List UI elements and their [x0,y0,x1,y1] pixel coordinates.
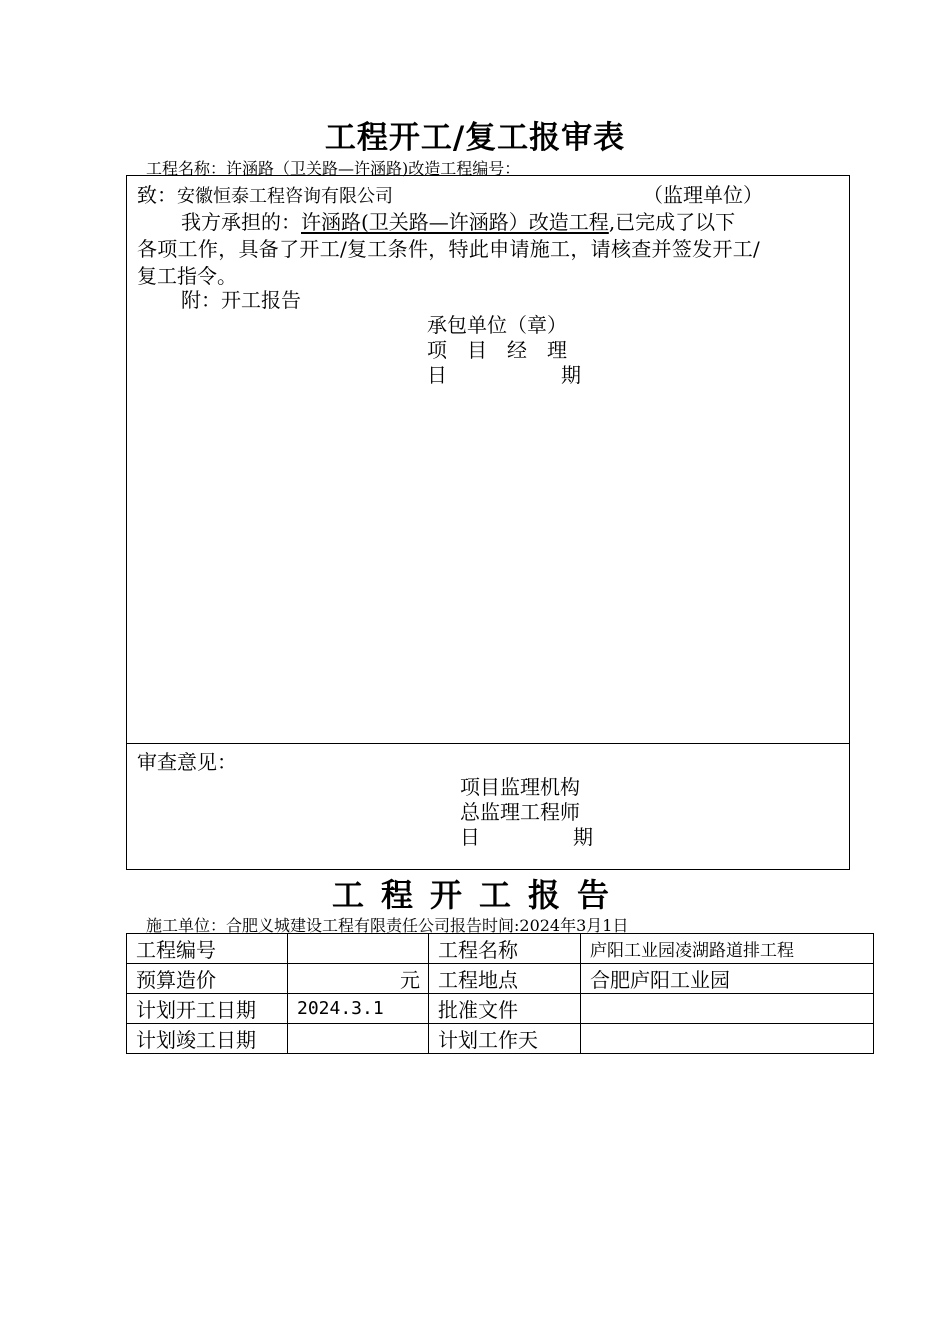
project-number-label: 工程编号 [127,934,288,964]
planned-start-value: 2024.3.1 [288,994,429,1024]
table-row [127,964,874,994]
table-row [127,994,874,1024]
project-location-label: 工程地点 [429,964,581,994]
approval-doc-label: 批准文件 [429,994,581,1024]
project-name-label: 工程名称 [429,934,581,964]
planned-workdays-label: 计划工作天 [429,1024,581,1054]
report-meta-line: 施工单位：合肥义城建设工程有限责任公司报告时间:2024年3月1日 [146,916,629,935]
contractor-date-label-a: 日 [427,363,447,387]
contractor-date-label-b: 期 [561,363,581,387]
body-intro: 我方承担的： [181,210,301,234]
project-location-value: 合肥庐阳工业园 [581,964,874,994]
review-date-label-b: 期 [573,825,593,849]
table-row [127,934,874,964]
supervision-org-label: 项目监理机构 [460,775,580,799]
body-line-1 [181,206,735,235]
report-title: 工程开工报告 [331,876,626,914]
project-name-line: 工程名称：许涵路（卫关路—许涵路)改造工程编号： [146,159,521,178]
review-date-label-a: 日 [460,825,480,849]
planned-workdays-value [581,1024,874,1054]
review-section [126,743,850,870]
project-name-value: 庐阳工业园凌湖路道排工程 [581,934,874,964]
application-section [126,175,850,744]
chief-engineer-label: 总监理工程师 [460,800,580,824]
form-title: 工程开工/复工报审表 [324,120,626,156]
supervisor-role: （监理单位） [643,183,763,207]
body-project: 许涵路(卫关路—许涵路）改造工程 [301,210,609,234]
table-row [127,1024,874,1054]
planned-finish-value [288,1024,429,1054]
addressee-line [137,179,393,208]
body-line-3: 复工指令。 [137,264,237,288]
contractor-seal-label: 承包单位（章） [427,313,567,337]
attachment-note: 附：开工报告 [181,288,301,312]
report-table [126,933,874,1054]
body-line-2: 各项工作，具备了开工/复工条件，特此申请施工，请核查并签发开工/ [137,237,761,261]
to-prefix: 致： [137,183,177,207]
project-manager-label: 项 目 经 理 [427,338,567,362]
planned-finish-label: 计划竣工日期 [127,1024,288,1054]
approval-doc-value [581,994,874,1024]
planned-start-label: 计划开工日期 [127,994,288,1024]
body-line1-rest: ,已完成了以下 [608,210,736,234]
budget-label: 预算造价 [127,964,288,994]
supervisor-org: 安徽恒泰工程咨询有限公司 [177,186,393,207]
review-label: 审查意见： [137,750,237,774]
project-number-value [288,934,429,964]
budget-value: 元 [288,964,429,994]
